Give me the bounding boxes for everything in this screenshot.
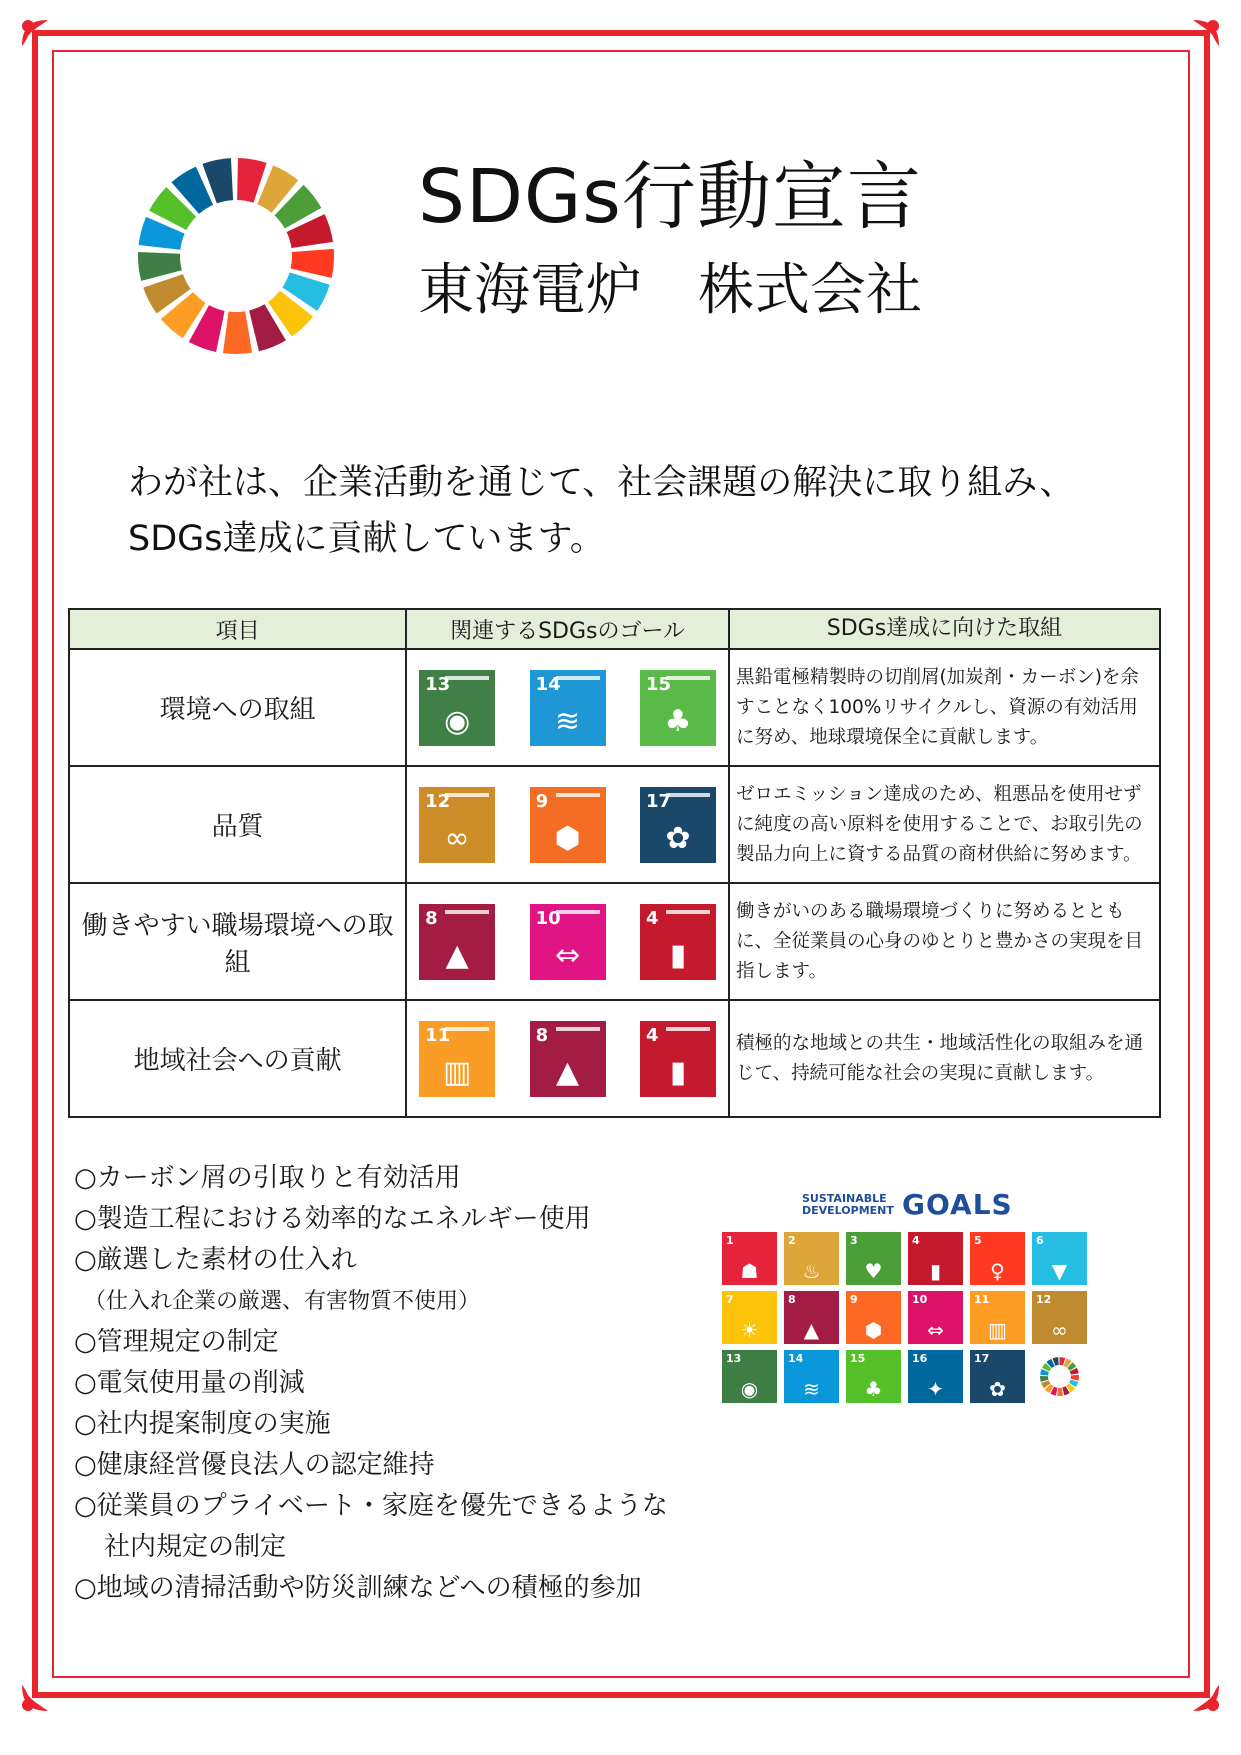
column-header-goals: 関連するSDGsのゴール — [406, 609, 729, 649]
infinity-icon: ∞ — [444, 820, 470, 856]
corner-ornament-icon — [1189, 16, 1223, 50]
column-header-item: 項目 — [69, 609, 406, 649]
goal-glyph-icon: ☗ — [740, 1259, 759, 1283]
goal-number: 12 — [425, 790, 451, 812]
goal-number: 4 — [645, 1024, 659, 1046]
goal-number: 1 — [726, 1234, 734, 1247]
intro-statement — [128, 455, 1074, 567]
goal-number: 14 — [535, 673, 561, 695]
goal-glyph-icon: ✿ — [989, 1377, 1006, 1401]
goal-glyph-icon: ♨ — [802, 1259, 821, 1283]
flower-icon: ✿ — [665, 820, 691, 856]
poster-goal-tile — [846, 1350, 901, 1403]
poster-goal-tile — [846, 1232, 901, 1285]
goal-caption-lines — [666, 910, 710, 914]
goal-number: 13 — [726, 1352, 742, 1365]
wheel-segment — [138, 252, 182, 281]
goal-glyph-icon: ♀ — [990, 1259, 1005, 1283]
list-item: 社内規定の制定 — [104, 1532, 287, 1562]
poster-goal-tile — [722, 1232, 777, 1285]
growth-chart-icon: ▲ — [556, 1054, 580, 1090]
wheel-segment — [1057, 1388, 1063, 1396]
poster-goal-tile — [1032, 1232, 1087, 1285]
goal-glyph-icon: ▼ — [1051, 1259, 1068, 1283]
row-goals-cell — [406, 883, 729, 1000]
book-icon: ▮ — [669, 937, 687, 973]
intro-line: SDGs達成に貢献しています。 — [128, 519, 605, 559]
poster-goal-tile — [784, 1291, 839, 1344]
row-action-text: 黒鉛電極精製時の切削屑(加炭剤・カーボン)を余すことなく100%リサイクルし、資源の有効活用に努め、地球環境保全に貢献します。 — [729, 649, 1160, 766]
eye-globe-icon: ◉ — [444, 703, 471, 739]
goal-number: 9 — [850, 1293, 858, 1306]
sdg-goal-tile — [530, 787, 606, 863]
sdg-goal-tile — [640, 1021, 716, 1097]
goal-caption-lines — [556, 1027, 600, 1031]
row-item-label: 地域社会への貢献 — [69, 1000, 406, 1117]
goal-number: 15 — [645, 673, 672, 695]
poster-wheel-tile — [1032, 1350, 1087, 1403]
poster-goal-tile — [908, 1291, 963, 1344]
sdg-goal-tile — [419, 904, 495, 980]
sdg-goal-tile — [419, 787, 495, 863]
goal-number: 2 — [788, 1234, 796, 1247]
table-row — [69, 1000, 1160, 1117]
list-item: ○電気使用量の削減 — [74, 1368, 305, 1398]
row-action-text: ゼロエミッション達成のため、粗悪品を使用せずに純度の高い原料を使用することで、お取引先の製品力向上に資する品質の商材供給に努めます。 — [729, 766, 1160, 883]
sdg-goal-tile — [419, 670, 495, 746]
poster-goal-tile — [722, 1291, 777, 1344]
wheel-segment — [223, 311, 252, 354]
goal-number: 3 — [850, 1234, 858, 1247]
goal-number: 5 — [974, 1234, 982, 1247]
list-item: ○地域の清掃活動や防災訓練などへの積極的参加 — [74, 1573, 642, 1603]
list-item: （仕入れ企業の厳選、有害物質不使用） — [84, 1289, 481, 1314]
poster-goal-tile — [784, 1350, 839, 1403]
goal-glyph-icon: ⇔ — [927, 1318, 944, 1342]
sdg-logo — [802, 1188, 1032, 1222]
poster-goal-tile — [908, 1232, 963, 1285]
goal-caption-lines — [556, 910, 600, 914]
poster-goal-tile — [970, 1350, 1025, 1403]
sdg-goal-tile — [640, 787, 716, 863]
wheel-segment — [291, 249, 334, 278]
goal-caption-lines — [666, 1027, 710, 1031]
row-goals-cell — [406, 649, 729, 766]
wheel-segment — [1071, 1375, 1079, 1381]
poster-goal-tile — [1032, 1291, 1087, 1344]
sdg-wheel-logo-icon — [136, 156, 336, 356]
row-item-label: 品質 — [69, 766, 406, 883]
goal-number: 8 — [535, 1024, 549, 1046]
goal-number: 15 — [850, 1352, 866, 1365]
row-item-label: 働きやすい職場環境への取組 — [69, 883, 406, 1000]
goal-number: 8 — [788, 1293, 796, 1306]
goal-number: 9 — [535, 790, 549, 812]
sdg-goal-tile — [530, 904, 606, 980]
goal-number: 6 — [1036, 1234, 1044, 1247]
poster-goal-tile — [846, 1291, 901, 1344]
goal-caption-lines — [556, 676, 600, 680]
table-header-row — [69, 609, 1160, 649]
table-row — [69, 649, 1160, 766]
fish-icon: ≋ — [554, 703, 581, 739]
logo-goals-text: GOALS — [902, 1188, 1013, 1221]
goal-number: 14 — [788, 1352, 804, 1365]
row-item-label: 環境への取組 — [69, 649, 406, 766]
goal-caption-lines — [445, 793, 489, 797]
mini-sdg-wheel-icon — [1032, 1350, 1087, 1403]
poster-goal-tile — [908, 1350, 963, 1403]
goal-number: 7 — [726, 1293, 734, 1306]
poster-goal-tile — [722, 1350, 777, 1403]
goal-number: 16 — [912, 1352, 928, 1365]
sdg-goal-tile — [640, 670, 716, 746]
goal-glyph-icon: ✦ — [927, 1377, 944, 1401]
goal-number: 10 — [912, 1293, 928, 1306]
column-header-action: SDGs達成に向けた取組 — [729, 609, 1160, 649]
list-item: ○厳選した素材の仕入れ — [74, 1245, 357, 1275]
poster-goal-tile — [970, 1232, 1025, 1285]
goal-glyph-icon: ⬢ — [864, 1318, 883, 1342]
book-icon: ▮ — [669, 1054, 687, 1090]
goal-number: 4 — [645, 907, 659, 929]
goal-caption-lines — [445, 676, 489, 680]
list-item: ○製造工程における効率的なエネルギー使用 — [74, 1204, 591, 1234]
goal-caption-lines — [556, 793, 600, 797]
corner-ornament-icon — [18, 1681, 52, 1715]
poster-goal-tile — [970, 1291, 1025, 1344]
sdg-goal-tile — [530, 1021, 606, 1097]
logo-line: SUSTAINABLE — [802, 1192, 887, 1205]
corner-ornament-icon — [1189, 1681, 1223, 1715]
goal-caption-lines — [666, 793, 710, 797]
goal-number: 17 — [645, 790, 672, 812]
row-action-text: 積極的な地域との共生・地域活性化の取組みを通じて、持続可能な社会の実現に貢献します。 — [729, 1000, 1160, 1117]
sdg-goal-tile — [640, 904, 716, 980]
list-item: ○社内提案制度の実施 — [74, 1409, 331, 1439]
goal-number: 17 — [974, 1352, 990, 1365]
list-item: ○管理規定の制定 — [74, 1327, 279, 1357]
sdg-goal-tile — [530, 670, 606, 746]
goal-glyph-icon: ▮ — [929, 1259, 941, 1283]
goal-number: 12 — [1036, 1293, 1052, 1306]
goal-caption-lines — [666, 676, 710, 680]
list-item: ○カーボン屑の引取りと有効活用 — [74, 1163, 461, 1193]
goal-glyph-icon: ☀ — [740, 1318, 759, 1342]
goal-glyph-icon: ∞ — [1051, 1318, 1068, 1342]
table-row — [69, 883, 1160, 1000]
goal-number: 4 — [912, 1234, 920, 1247]
goal-number: 11 — [425, 1024, 451, 1046]
intro-line: わが社は、企業活動を通じて、社会課題の解決に取り組み、 — [128, 463, 1075, 503]
sdg-goals-poster — [722, 1188, 1090, 1412]
goal-glyph-icon: ◉ — [740, 1377, 759, 1401]
sdg-initiatives-table — [68, 608, 1161, 1118]
tree-icon: ♣ — [664, 703, 692, 739]
goal-glyph-icon: ▥ — [988, 1318, 1007, 1342]
goal-glyph-icon: ♥ — [864, 1259, 883, 1283]
city-icon: ▥ — [442, 1054, 472, 1090]
goal-caption-lines — [445, 910, 489, 914]
goal-glyph-icon: ▲ — [803, 1318, 820, 1342]
goal-number: 8 — [425, 907, 438, 929]
list-item: ○健康経営優良法人の認定維持 — [74, 1450, 435, 1480]
sdg-goal-tile — [419, 1021, 495, 1097]
equality-icon: ⇔ — [554, 937, 581, 973]
goal-number: 13 — [425, 673, 451, 695]
growth-chart-icon: ▲ — [445, 937, 469, 973]
goal-glyph-icon: ≋ — [803, 1377, 820, 1401]
goal-number: 10 — [535, 907, 561, 929]
goal-number: 11 — [974, 1293, 990, 1306]
corner-ornament-icon — [18, 16, 52, 50]
goal-caption-lines — [445, 1027, 489, 1031]
poster-goal-grid — [722, 1232, 1087, 1403]
initiatives-list — [74, 1158, 668, 1609]
page-title: SDGs行動宣言 — [418, 154, 922, 240]
list-item: ○従業員のプライベート・家庭を優先できるような — [74, 1491, 668, 1521]
row-goals-cell — [406, 766, 729, 883]
logo-line: DEVELOPMENT — [802, 1204, 894, 1217]
goal-glyph-icon: ♣ — [864, 1377, 883, 1401]
row-goals-cell — [406, 1000, 729, 1117]
company-name: 東海電炉 株式会社 — [418, 258, 922, 323]
row-action-text: 働きがいのある職場環境づくりに努めるとともに、全従業員の心身のゆとりと豊かさの実現を目指します。 — [729, 883, 1160, 1000]
table-row — [69, 766, 1160, 883]
cubes-icon: ⬢ — [554, 820, 581, 856]
poster-goal-tile — [784, 1232, 839, 1285]
